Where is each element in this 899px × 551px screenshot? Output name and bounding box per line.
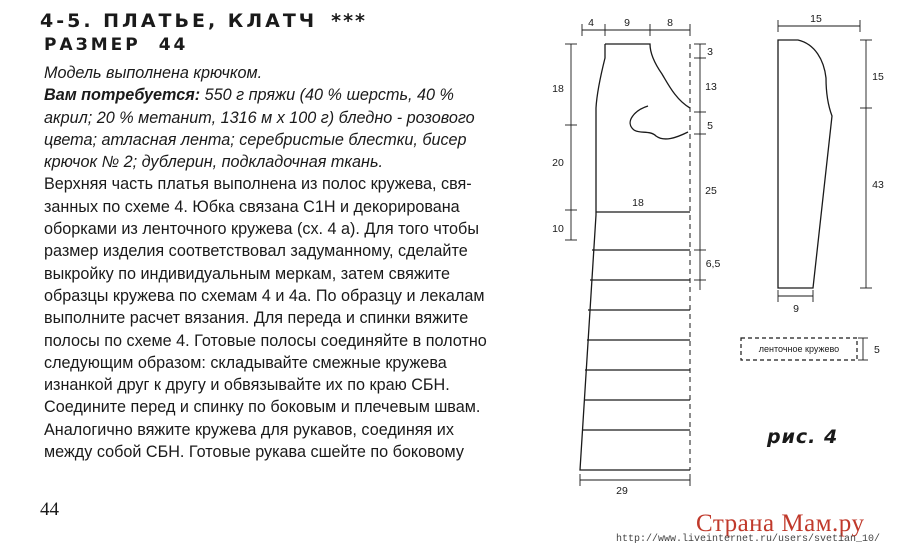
dim-label: 10 xyxy=(552,223,564,235)
text-line: Аналогично вяжите кружева для рукавов, соединяя их xyxy=(44,420,454,439)
dim-label: 8 xyxy=(667,17,673,29)
collar-detail xyxy=(630,106,688,139)
model-note: Модель выполнена крючком. xyxy=(44,64,263,82)
dim-label: 15 xyxy=(810,13,822,25)
dim-label: 5 xyxy=(707,120,713,132)
dim-label: 3 xyxy=(707,46,713,58)
dim-label: 25 xyxy=(705,185,717,197)
watermark-brand: Страна Мам.ру xyxy=(696,510,865,537)
dim-label: 18 xyxy=(552,83,564,95)
dim-label: 5 xyxy=(874,344,880,356)
size-value: 44 xyxy=(158,35,189,55)
dress-outline xyxy=(580,44,690,470)
text-line: между собой СБН. Готовые рукава сшейте по боковому xyxy=(44,443,464,462)
text-line: Соедините перед и спинку по боковым и плечевым швам. xyxy=(44,398,481,417)
dim-label: 15 xyxy=(872,71,884,83)
difficulty-stars: *** xyxy=(331,10,367,32)
dim-label: 20 xyxy=(552,157,564,169)
materials-label: Вам потребуется: xyxy=(44,86,201,105)
page-number: 44 xyxy=(40,499,59,520)
dim-label: 9 xyxy=(624,17,630,29)
dim-label: 29 xyxy=(616,485,628,497)
materials-line-3: цвета; атласная лента; серебристые блестки, бисер xyxy=(44,130,467,149)
text-line: полосы по схеме 4. Готовые полосы соединяйте в полотно xyxy=(44,331,487,350)
dress-schematic xyxy=(565,24,706,486)
dim-label: 4 xyxy=(588,17,594,29)
materials-line-4: крючок № 2; дублерин, подкладочная ткань. xyxy=(44,153,383,172)
text-line: размер изделия соответствовал задуманному, сделайте xyxy=(44,242,468,261)
dim-label: 43 xyxy=(872,179,884,191)
sleeve-outline xyxy=(778,40,832,288)
lace-strip-label: ленточное кружево xyxy=(758,344,840,354)
dim-label: 13 xyxy=(705,81,717,93)
text-line: занных по схеме 4. Юбка связана С1Н и декорирована xyxy=(44,197,460,216)
sleeve-dimension-labels xyxy=(793,13,884,315)
text-line: выполните расчет вязания. Для переда и спинки вяжите xyxy=(44,309,469,328)
size-label: РАЗМЕР xyxy=(44,35,141,55)
title-text: 4-5. ПЛАТЬЕ, КЛАТЧ xyxy=(40,10,318,32)
text-line: выкройку по индивидуальным меркам, затем свяжите xyxy=(44,264,451,283)
watermark-url: http://www.liveinternet.ru/users/svetian_10/ xyxy=(616,534,881,545)
text-line: оборками из ленточного кружева (сх. 4 а). Для того чтобы xyxy=(44,220,479,239)
dim-label: 6,5 xyxy=(705,258,721,270)
figure-caption: рис. 4 xyxy=(767,426,839,448)
text-line: изнанкой друг к другу и обвязывайте их по краю СБН. xyxy=(44,376,450,395)
dress-dimension-labels xyxy=(552,17,720,497)
text-line: следующим образом: складывайте смежные кружева xyxy=(44,353,447,372)
dim-label: 9 xyxy=(793,303,799,315)
materials-line-2: акрил; 20 % метанит, 1316 м х 100 г) бледно - розового xyxy=(44,108,475,127)
dim-label: 18 xyxy=(632,197,644,209)
materials-line-1-rest: 550 г пряжи (40 % шерсть, 40 % xyxy=(204,86,454,105)
text-line: Верхняя часть платья выполнена из полос кружева, свя- xyxy=(44,175,472,194)
text-line: образцы кружева по схемам 4 и 4а. По образцу и лекалам xyxy=(44,286,485,305)
sleeve-schematic xyxy=(778,20,872,302)
